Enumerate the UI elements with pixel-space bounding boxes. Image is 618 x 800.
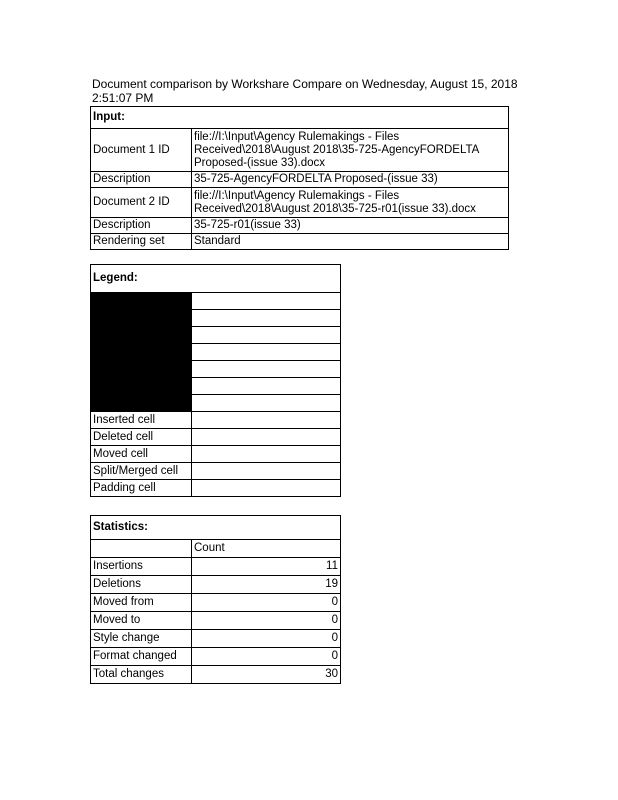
stat-label: Style change — [91, 630, 192, 648]
legend-cell-label: Inserted cell — [91, 412, 192, 429]
stat-label: Deletions — [91, 576, 192, 594]
table-row — [91, 378, 341, 395]
table-row — [91, 218, 509, 234]
stat-count: 19 — [192, 576, 341, 594]
stat-label: Total changes — [91, 666, 192, 684]
table-row — [91, 344, 341, 361]
document-2-id-value: file://I:\Input\Agency Rulemakings - Files Received\2018\August 2018\35-725-r01(issue 33).docx — [192, 188, 509, 218]
legend-cell-label: Moved cell — [91, 446, 192, 463]
document-1-id-label: Document 1 ID — [91, 129, 192, 172]
legend-empty-cell — [192, 378, 341, 395]
redacted-legend-swatch — [91, 395, 192, 412]
table-row — [91, 129, 509, 172]
input-header: Input: — [91, 107, 509, 129]
description-1-label: Description — [91, 172, 192, 188]
stat-label: Moved from — [91, 594, 192, 612]
legend-empty-cell — [192, 446, 341, 463]
statistics-empty-cell — [91, 540, 192, 558]
input-table — [90, 106, 509, 250]
redacted-legend-swatch — [91, 293, 192, 310]
count-column-header: Count — [192, 540, 341, 558]
description-2-value: 35-725-r01(issue 33) — [192, 218, 509, 234]
legend-empty-cell — [192, 429, 341, 446]
table-row — [91, 446, 341, 463]
legend-table — [90, 264, 341, 497]
document-2-id-label: Document 2 ID — [91, 188, 192, 218]
table-row — [91, 327, 341, 344]
table-row — [91, 188, 509, 218]
redacted-legend-swatch — [91, 310, 192, 327]
description-1-value: 35-725-AgencyFORDELTA Proposed-(issue 33) — [192, 172, 509, 188]
redacted-legend-swatch — [91, 378, 192, 395]
stat-count: 0 — [192, 612, 341, 630]
stat-count: 0 — [192, 648, 341, 666]
legend-empty-cell — [192, 327, 341, 344]
table-row — [91, 412, 341, 429]
legend-cell-label: Deleted cell — [91, 429, 192, 446]
table-row — [91, 540, 341, 558]
stat-count: 0 — [192, 630, 341, 648]
table-row — [91, 293, 341, 310]
statistics-table — [90, 515, 341, 684]
table-row — [91, 594, 341, 612]
redacted-legend-swatch — [91, 361, 192, 378]
redacted-legend-swatch — [91, 344, 192, 361]
redacted-legend-swatch — [91, 327, 192, 344]
table-row — [91, 463, 341, 480]
table-row — [91, 172, 509, 188]
description-2-label: Description — [91, 218, 192, 234]
stat-count: 11 — [192, 558, 341, 576]
table-row — [91, 480, 341, 497]
legend-empty-cell — [192, 480, 341, 497]
table-row — [91, 395, 341, 412]
stat-count: 0 — [192, 594, 341, 612]
table-row — [91, 558, 341, 576]
stat-count: 30 — [192, 666, 341, 684]
page-title: Document comparison by Workshare Compare on Wednesday, August 15, 2018 2:51:07 PM — [92, 77, 518, 105]
legend-empty-cell — [192, 293, 341, 310]
table-row — [91, 361, 341, 378]
rendering-set-value: Standard — [192, 234, 509, 250]
legend-empty-cell — [192, 344, 341, 361]
stat-label: Format changed — [91, 648, 192, 666]
legend-empty-cell — [192, 463, 341, 480]
legend-cell-label: Split/Merged cell — [91, 463, 192, 480]
legend-cell-label: Padding cell — [91, 480, 192, 497]
legend-header: Legend: — [91, 265, 341, 293]
stat-label: Moved to — [91, 612, 192, 630]
table-row — [91, 234, 509, 250]
table-row — [91, 630, 341, 648]
table-row — [91, 429, 341, 446]
table-row — [91, 576, 341, 594]
stat-label: Insertions — [91, 558, 192, 576]
legend-empty-cell — [192, 412, 341, 429]
table-row — [91, 310, 341, 327]
legend-empty-cell — [192, 395, 341, 412]
table-row — [91, 666, 341, 684]
document-1-id-value: file://I:\Input\Agency Rulemakings - Files Received\2018\August 2018\35-725-AgencyFORDELTA Proposed-(issue 33).docx — [192, 129, 509, 172]
legend-empty-cell — [192, 310, 341, 327]
table-row — [91, 648, 341, 666]
legend-empty-cell — [192, 361, 341, 378]
rendering-set-label: Rendering set — [91, 234, 192, 250]
table-row — [91, 612, 341, 630]
statistics-header: Statistics: — [91, 516, 341, 540]
